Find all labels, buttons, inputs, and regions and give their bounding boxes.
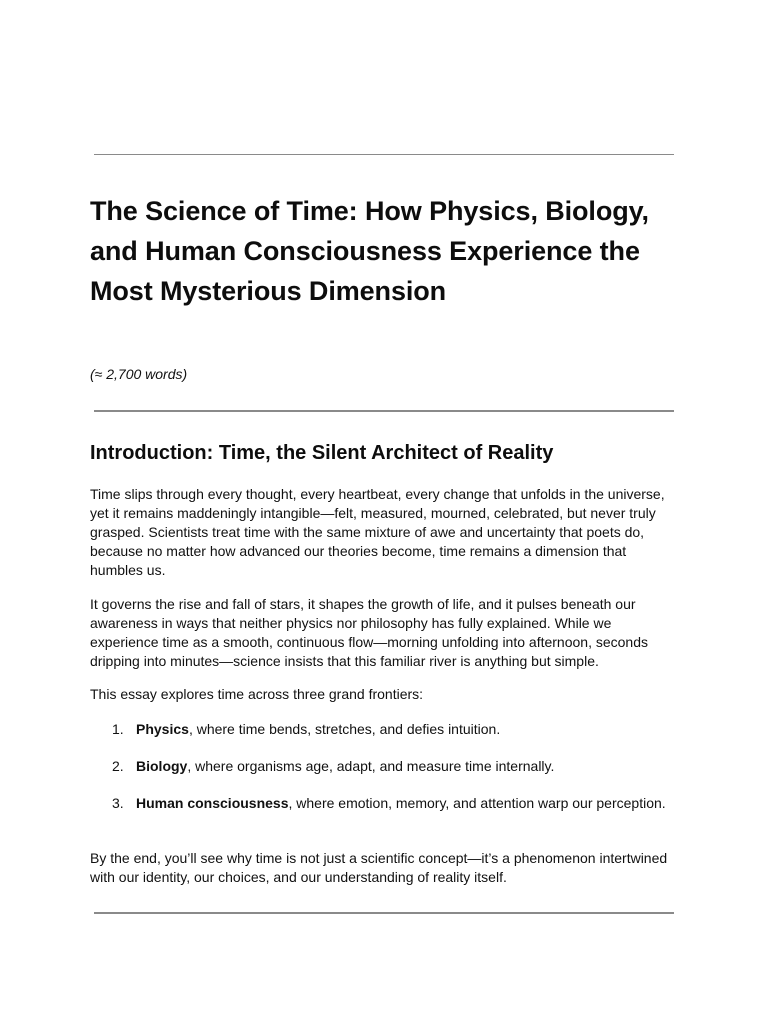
list-item-number: 1. — [112, 721, 124, 737]
list-item-text: , where time bends, stretches, and defies intuition. — [188, 721, 501, 737]
intro-paragraph-1: Time slips through every thought, every heartbeat, every change that unfolds in the universe, yet it remains maddeningly intangible—felt, measured, mourned, celebrated, but never truly grasped. Scientists treat time with the same mixture of awe and uncertainty that poets do, because no matter how advanced our theories become, time remains a dimension that humbles us. — [90, 486, 665, 578]
list-item — [90, 757, 666, 794]
top-divider — [94, 154, 674, 155]
title-divider — [94, 410, 674, 412]
intro-paragraph-2: It governs the rise and fall of stars, it shapes the growth of life, and it pulses beneath our awareness in ways that neither physics nor philosophy has fully explained. While we experience time as a smooth, continuous flow—morning unfolding into afternoon, seconds dripping into minutes—science insists that this familiar river is anything but simple. — [90, 596, 648, 669]
section-heading-introduction: Introduction: Time, the Silent Architect of Reality — [90, 442, 554, 464]
intro-paragraph-4: By the end, you’ll see why time is not just a scientific concept—it’s a phenomenon intertwined with our identity, our choices, and our understanding of reality itself. — [90, 850, 668, 885]
list-item-number: 2. — [112, 758, 124, 774]
list-item-term: Human consciousness — [136, 795, 289, 811]
frontiers-list — [90, 720, 666, 831]
bottom-divider — [94, 912, 674, 914]
word-count: (≈ 2,700 words) — [90, 366, 188, 382]
list-item — [90, 720, 666, 757]
list-item-term: Physics — [136, 721, 189, 737]
list-item-term: Biology — [136, 758, 188, 774]
list-item-number: 3. — [112, 795, 124, 811]
document-title: The Science of Time: How Physics, Biology, and Human Consciousness Experience the Most Mysterious Dimension — [90, 196, 649, 306]
list-item-text: , where emotion, memory, and attention warp our perception. — [288, 795, 666, 811]
intro-paragraph-3: This essay explores time across three grand frontiers: — [90, 686, 424, 702]
list-item-text: , where organisms age, adapt, and measure time internally. — [187, 758, 555, 774]
list-item — [90, 794, 666, 831]
